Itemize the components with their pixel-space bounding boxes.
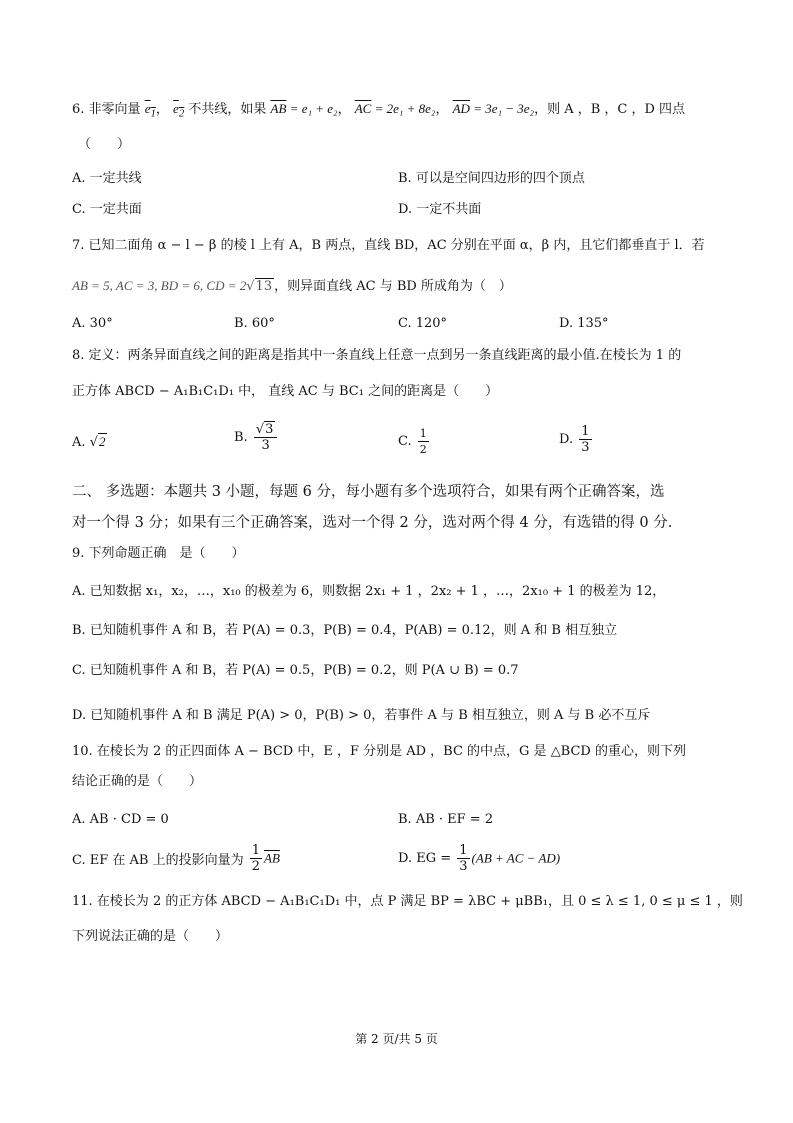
q8-option-d-num: 1: [581, 424, 590, 439]
q10-option-d-num: 1: [459, 843, 468, 858]
q6-option-a: A. 一定共线: [72, 171, 142, 186]
q6-eq3: = 3e₁ − 3e₂: [469, 101, 535, 116]
q7-stem-line1: 7. 已知二面角 α − l − β 的棱 l 上有 A，B 两点，直线 BD，AC 分别在平面 α，β 内，且它们都垂直于 l．若: [72, 238, 705, 253]
q10-option-a: A. AB · CD = 0: [72, 812, 169, 827]
q8-option-b-fraction: $\frac{√3}{3}$: [254, 422, 278, 453]
q8-option-d-den: 3: [581, 440, 590, 455]
q7-sqrt-radicand: 13: [255, 279, 273, 294]
q8-option-c-num: 1: [419, 427, 427, 440]
q7-stem-line2: [72, 277, 512, 296]
q6-blank: （ ）: [78, 137, 131, 152]
q6-option-d: D. 一定不共面: [398, 202, 482, 217]
q6-eq1: = e₁ + e₂: [286, 101, 338, 116]
q8-option-c-label: C.: [398, 434, 412, 449]
page-footer: 第 2 页/共 5 页: [355, 1032, 438, 1046]
q10-stem-line1: 10. 在棱长为 2 的正四面体 A − BCD 中，E ，F 分别是 AD ，BC 的中点，G 是 △BCD 的重心，则下列: [72, 744, 686, 759]
q8-option-b-num: 3: [265, 422, 274, 437]
q8-stem-line2: 正方体 ABCD − A₁B₁C₁D₁ 中， 直线 AC 与 BC₁ 之间的距离是（ ）: [72, 384, 499, 399]
q6-option-c: C. 一定共面: [72, 202, 142, 217]
q6-vec-ad: $\overline{AD}$: [452, 101, 470, 116]
q8-stem-line1: 8. 定义：两条异面直线之间的距离是指其中一条直线上任意一点到另一条直线距离的最小值.在棱长为 1 的: [72, 348, 682, 363]
q10-option-c-text: C. EF 在 AB 上的投影向量为: [72, 853, 244, 868]
q8-option-a: [72, 433, 107, 452]
q8-option-c-den: 2: [419, 443, 427, 456]
section2-line2: 对一个得 3 分；如果有三个正确答案，选对一个得 2 分，选对两个得 4 分，有选错的得 0 分.: [72, 515, 673, 531]
q6-stem: 6. 非零向量 $e_1$， $e_2$ 不共线，如果 $\overline{AB} = e_1 + e_2$， $\overline{AC} = 2e_1 + 8e_2$， $\overline{AD} = 3e_1 - 3e_2$，则 A ，B ，C ，D 四点: [72, 101, 686, 120]
q8-option-b: [234, 422, 279, 453]
q9-option-d: D. 已知随机事件 A 和 B 满足 P(A) > 0，P(B) > 0，若事件 A 与 B 相互独立，则 A 与 B 必不互斥: [72, 708, 651, 723]
q6-vector-e2: $e_2$: [173, 101, 185, 120]
section2-line1: 二、 多选题：本题共 3 小题，每题 6 分，每小题有多个选项符合，如果有两个正确答案，选: [72, 484, 665, 500]
q10-option-d: [398, 843, 560, 874]
q9-option-a: A. 已知数据 x₁，x₂，…，x₁₀ 的极差为 6，则数据 2x₁ + 1 ，2x₂ + 1 ，…，2x₁₀ + 1 的极差为 12，: [72, 584, 666, 599]
q6-sep: ，: [155, 102, 169, 117]
q6-eq2: = 2e₁ + 8e₂: [371, 101, 436, 116]
q6-stem-text-3: ，则 A ，B ，C ，D 四点: [534, 102, 686, 117]
q9-stem: 9. 下列命题正确 是（ ）: [72, 546, 245, 561]
q10-option-c-num: 1: [251, 843, 261, 858]
q7-option-b: B. 60°: [234, 316, 275, 331]
q6-vec-ac: $\overline{AC}$: [354, 101, 372, 116]
q7-option-a: A. 30°: [72, 316, 113, 331]
q8-option-d-label: D.: [559, 432, 574, 447]
q11-stem-line1: 11. 在棱长为 2 的正方体 ABCD − A₁B₁C₁D₁ 中，点 P 满足 BP = λBC + μBB₁，且 0 ≤ λ ≤ 1, 0 ≤ μ ≤ 1 ，则: [72, 894, 743, 909]
q10-option-d-fraction: [457, 843, 469, 874]
q7-sqrt-sign: √: [246, 279, 255, 294]
q6-stem-text: 6. 非零向量: [72, 102, 141, 117]
q8-option-b-label: B.: [234, 430, 248, 445]
q6-vec-ab: $\overline{AB}$: [270, 101, 287, 116]
q8-option-a-label: A.: [72, 435, 86, 450]
q7-given-math: AB = 5, AC = 3, BD = 6, CD = 2: [72, 278, 247, 293]
q10-option-b: B. AB · EF = 2: [398, 812, 494, 827]
q8-option-a-sqrt: √: [89, 435, 98, 450]
q6-stem-text-2: 不共线，如果: [188, 102, 267, 117]
q9-option-c: C. 已知随机事件 A 和 B，若 P(A) = 0.5，P(B) = 0.2，则 P(A ∪ B) = 0.7: [72, 663, 519, 678]
q10-option-c: [72, 843, 280, 874]
q6-option-b: B. 可以是空间四边形的四个顶点: [398, 171, 585, 186]
q10-option-c-vec: $\overline{AB}$: [264, 850, 280, 866]
q10-option-c-den: 2: [251, 859, 261, 874]
q8-option-d: [559, 424, 594, 455]
q8-option-b-den: 3: [261, 438, 270, 453]
q10-option-d-den: 3: [459, 859, 468, 874]
q7-stem-tail: ，则异面直线 AC 与 BD 所成角为（ ）: [274, 279, 512, 294]
q10-option-d-expression: (AB + AC − AD): [471, 850, 561, 866]
q10-stem-line2: 结论正确的是（ ）: [72, 774, 203, 789]
q7-option-d: D. 135°: [559, 316, 609, 331]
q8-option-c: [398, 426, 431, 457]
q10-option-c-fraction: [250, 843, 262, 874]
q8-option-d-fraction: [579, 424, 591, 455]
q9-option-b: B. 已知随机事件 A 和 B，若 P(A) = 0.3，P(B) = 0.4，P(AB) = 0.12，则 A 和 B 相互独立: [72, 623, 618, 638]
q8-option-c-fraction: [418, 426, 429, 457]
q10-option-d-text: D. EG =: [398, 851, 452, 866]
q11-stem-line2: 下列说法正确的是（ ）: [72, 929, 229, 944]
q7-option-c: C. 120°: [398, 316, 448, 331]
q8-option-a-radicand: 2: [98, 434, 106, 449]
q6-vector-e1: $e_1$: [144, 101, 156, 120]
